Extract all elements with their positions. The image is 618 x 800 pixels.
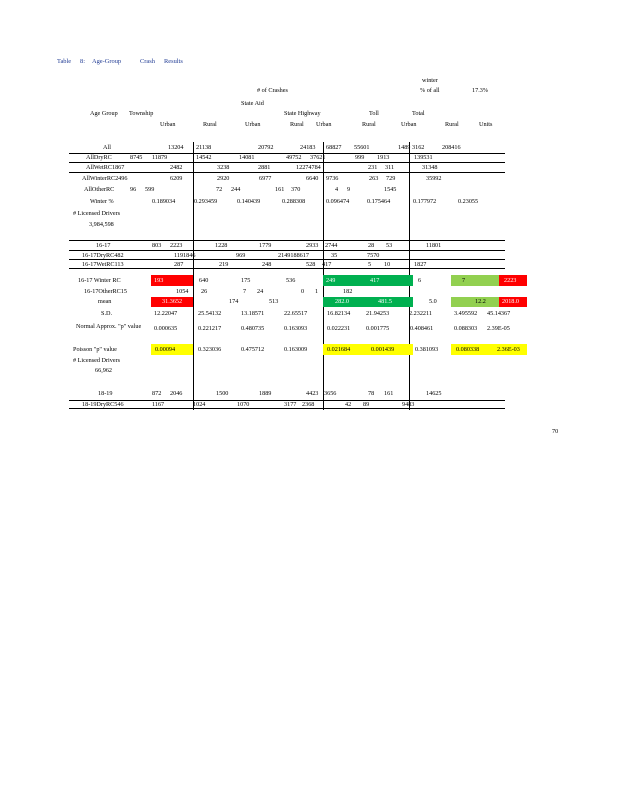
cell: 1228 xyxy=(215,242,228,249)
cell: 42 xyxy=(345,401,352,408)
cell: 311 xyxy=(385,164,395,171)
toll-heading: Toll xyxy=(369,110,379,117)
cell: 282.0 xyxy=(335,298,349,305)
cell: 31.3652 xyxy=(162,298,183,305)
pct-of-all-label: % of all xyxy=(420,87,440,94)
cell: 0.096474 xyxy=(326,198,350,205)
cell: 2046 xyxy=(170,390,183,397)
cell: 20792 xyxy=(258,144,274,151)
urban-heading-3: Urban xyxy=(316,121,332,128)
cell: 24 xyxy=(257,288,264,295)
cell: 2149188617 xyxy=(278,252,309,259)
caption-number: 8: xyxy=(80,58,85,65)
cell: 9736 xyxy=(326,175,339,182)
cell: 31348 xyxy=(422,164,438,171)
cell: 35 xyxy=(331,252,338,259)
cell: 161 xyxy=(384,390,394,397)
cell: 0.00094 xyxy=(155,346,176,353)
cell: 26 xyxy=(201,288,208,295)
cell: 3,984,598 xyxy=(89,221,114,228)
rural-heading-1: Rural xyxy=(203,121,217,128)
row-label: AllWinterRC2496 xyxy=(82,175,128,182)
cell: 208416 xyxy=(442,144,461,151)
row-label: 18-19DryRC546 xyxy=(82,401,124,408)
row-label: 18-19 xyxy=(98,390,113,397)
cell: 14081 xyxy=(239,154,255,161)
row-label: 16-17 xyxy=(96,242,111,249)
cell: 45.14367 xyxy=(487,310,511,317)
cell: 72 xyxy=(216,186,223,193)
cell: 0.088303 xyxy=(454,325,478,332)
cell: 24183 xyxy=(300,144,316,151)
cell: 139531 xyxy=(414,154,433,161)
cell: 0.022231 xyxy=(327,325,351,332)
cell: 6977 xyxy=(259,175,272,182)
cell: 7 xyxy=(462,277,466,284)
cell: 2.39E-05 xyxy=(487,325,510,332)
row-label: 16-17 Winter RC xyxy=(78,277,121,284)
age-group-heading: Age Group xyxy=(90,110,118,117)
cell: 3656 xyxy=(324,390,337,397)
cell: 0.080338 xyxy=(456,346,480,353)
cell: 14625 xyxy=(426,390,442,397)
cell: 417 xyxy=(322,261,332,268)
cell: 0.021684 xyxy=(327,346,351,353)
cell: 0.475712 xyxy=(241,346,265,353)
cell: 2.232211 xyxy=(409,310,432,317)
cell: 2018.0 xyxy=(502,298,520,305)
cell: 16.82134 xyxy=(327,310,351,317)
row-label: AllWetRC1867 xyxy=(86,164,125,171)
cell: 11879 xyxy=(152,154,168,161)
row-label: # Licensed Drivers xyxy=(73,210,121,217)
cell: 55601 xyxy=(354,144,370,151)
cell: 0.221217 xyxy=(198,325,222,332)
cell: 1191846 xyxy=(174,252,196,259)
cell: 2368 xyxy=(302,401,315,408)
cell: 11801 xyxy=(426,242,442,249)
cell: 370 xyxy=(291,186,301,193)
cell: 13204 xyxy=(168,144,184,151)
row-label: Normal Approx. "p" value xyxy=(76,323,142,330)
cell: 2.36E-03 xyxy=(497,346,520,353)
winter-label: winter xyxy=(422,77,438,84)
cell: 66,962 xyxy=(95,367,113,374)
cell: 0.001439 xyxy=(371,346,395,353)
cell: 89 xyxy=(363,401,370,408)
cell: 3177 xyxy=(284,401,297,408)
rural-heading-3: Rural xyxy=(362,121,376,128)
cell: 96 xyxy=(130,186,137,193)
cell: 1070 xyxy=(237,401,250,408)
cell: 7 xyxy=(243,288,247,295)
rule-5 xyxy=(69,250,505,251)
cell: 287 xyxy=(174,261,184,268)
cell: 35992 xyxy=(426,175,442,182)
cell: 5.0 xyxy=(429,298,437,305)
urban-heading-4: Urban xyxy=(401,121,417,128)
cell: 0.140439 xyxy=(237,198,261,205)
cell: 21138 xyxy=(196,144,212,151)
cell: 729 xyxy=(386,175,396,182)
cell: 5 xyxy=(368,261,372,268)
cell: 640 xyxy=(199,277,209,284)
caption-group: Age-Group xyxy=(92,58,122,65)
cell: 68827 xyxy=(326,144,342,151)
rule-2 xyxy=(69,162,505,163)
row-label: 16-17WetRC113 xyxy=(82,261,124,268)
row-label: AllOtherRC xyxy=(84,186,115,193)
cell: 78 xyxy=(368,390,375,397)
row-label: S.D. xyxy=(101,310,113,317)
row-label: Winter % xyxy=(90,198,114,205)
rule-7 xyxy=(69,268,505,269)
cell: 37621 xyxy=(310,154,326,161)
cell: 6 xyxy=(418,277,422,284)
cell: 8745 xyxy=(130,154,143,161)
cell: 1054 xyxy=(176,288,189,295)
cell: 0.480735 xyxy=(241,325,265,332)
cell: 25.54132 xyxy=(198,310,222,317)
row-label: 16-17OtherRC15 xyxy=(84,288,127,295)
cell: 219 xyxy=(219,261,229,268)
row-label: # Licensed Drivers xyxy=(73,357,121,364)
cell: 803 xyxy=(152,242,162,249)
caption-crash: Crash xyxy=(140,58,155,65)
cell: 2223 xyxy=(504,277,517,284)
cell: 3162 xyxy=(412,144,425,151)
cell: 1779 xyxy=(259,242,272,249)
cell: 3238 xyxy=(217,164,230,171)
cell: 1827 xyxy=(414,261,427,268)
units-heading: Units xyxy=(479,121,493,128)
cell: 0.001775 xyxy=(366,325,390,332)
cell: 999 xyxy=(355,154,365,161)
cell: 0.177972 xyxy=(413,198,437,205)
cell: 10 xyxy=(384,261,391,268)
row-label: 16-17DryRC482 xyxy=(82,252,124,259)
cell: 528 xyxy=(306,261,316,268)
row-label: AllDryRC xyxy=(86,154,112,161)
cell: 2920 xyxy=(217,175,230,182)
cell: 12274784 xyxy=(296,164,321,171)
cell: 174 xyxy=(229,298,239,305)
cell: 0.163093 xyxy=(284,325,308,332)
cell: 21.94253 xyxy=(366,310,390,317)
cell: 4 xyxy=(335,186,339,193)
total-heading: Total xyxy=(412,110,425,117)
cell: 536 xyxy=(286,277,296,284)
cell: 193 xyxy=(154,277,164,284)
cell: 0.323036 xyxy=(198,346,222,353)
cell: 4423 xyxy=(306,390,319,397)
cell: 0 xyxy=(301,288,305,295)
cell: 599 xyxy=(145,186,155,193)
cell: 182 xyxy=(343,288,353,295)
cell: 231 xyxy=(368,164,378,171)
cell: 9483 xyxy=(402,401,415,408)
cell: 1500 xyxy=(216,390,229,397)
cell: 513 xyxy=(269,298,279,305)
cell: 0.000635 xyxy=(154,325,178,332)
cell: 1 xyxy=(315,288,319,295)
cell: 28 xyxy=(368,242,375,249)
rule-4 xyxy=(69,240,505,241)
urban-heading-1: Urban xyxy=(160,121,176,128)
cell: 0.163009 xyxy=(284,346,308,353)
rural-heading-4: Rural xyxy=(445,121,459,128)
cell: 0.381093 xyxy=(415,346,439,353)
page-number: 70 xyxy=(552,428,559,435)
cell: 0.189034 xyxy=(152,198,176,205)
cell: 2482 xyxy=(170,164,183,171)
cell: 1889 xyxy=(259,390,272,397)
crashes-heading: # of Crashes xyxy=(257,87,288,94)
cell: 161 xyxy=(275,186,285,193)
cell: 12.22047 xyxy=(154,310,178,317)
cell: 13.18571 xyxy=(241,310,265,317)
cell: 2744 xyxy=(325,242,338,249)
rule-3 xyxy=(69,172,505,173)
row-label: All xyxy=(103,144,111,151)
cell: 481.5 xyxy=(378,298,392,305)
cell: 1167 xyxy=(152,401,165,408)
cell: 12.2 xyxy=(475,298,486,305)
cell: 417 xyxy=(370,277,380,284)
cell: 1545 xyxy=(384,186,397,193)
col-rule-1 xyxy=(193,142,194,410)
urban-heading-2: Urban xyxy=(245,121,261,128)
state-aid-heading: State Aid xyxy=(241,100,264,107)
cell: 3.495592 xyxy=(454,310,478,317)
cell: 0.293459 xyxy=(194,198,218,205)
state-hwy-heading: State Highway xyxy=(284,110,321,117)
caption-table: Table xyxy=(57,58,72,65)
cell: 263 xyxy=(369,175,379,182)
cell: 6640 xyxy=(306,175,319,182)
cell: 2933 xyxy=(306,242,319,249)
row-label: mean xyxy=(98,298,112,305)
row-label: Poisson "p" value xyxy=(73,346,117,353)
cell: 244 xyxy=(231,186,241,193)
cell: 7570 xyxy=(367,252,380,259)
cell: 14542 xyxy=(196,154,212,161)
cell: 0.288308 xyxy=(282,198,306,205)
rural-heading-2: Rural xyxy=(290,121,304,128)
township-heading: Township xyxy=(129,110,154,117)
caption-results: Results xyxy=(164,58,183,65)
cell: 1489 xyxy=(398,144,411,151)
cell: 53 xyxy=(386,242,393,249)
cell: 22.65517 xyxy=(284,310,308,317)
cell: 872 xyxy=(152,390,162,397)
cell: 0.408461 xyxy=(410,325,434,332)
cell: 0.23055 xyxy=(458,198,479,205)
cell: 9 xyxy=(347,186,351,193)
cell: 2881 xyxy=(258,164,271,171)
cell: 1913 xyxy=(377,154,390,161)
cell: 1024 xyxy=(193,401,206,408)
cell: 6209 xyxy=(170,175,183,182)
cell: 49752 xyxy=(286,154,302,161)
cell: 249 xyxy=(326,277,336,284)
highlight-green xyxy=(323,275,413,286)
cell: 248 xyxy=(262,261,272,268)
cell: 0.175464 xyxy=(367,198,391,205)
cell: 175 xyxy=(241,277,251,284)
pct-of-all-value: 17.3% xyxy=(472,87,488,94)
cell: 2223 xyxy=(170,242,183,249)
cell: 969 xyxy=(236,252,246,259)
highlight-lightgreen xyxy=(451,275,499,286)
